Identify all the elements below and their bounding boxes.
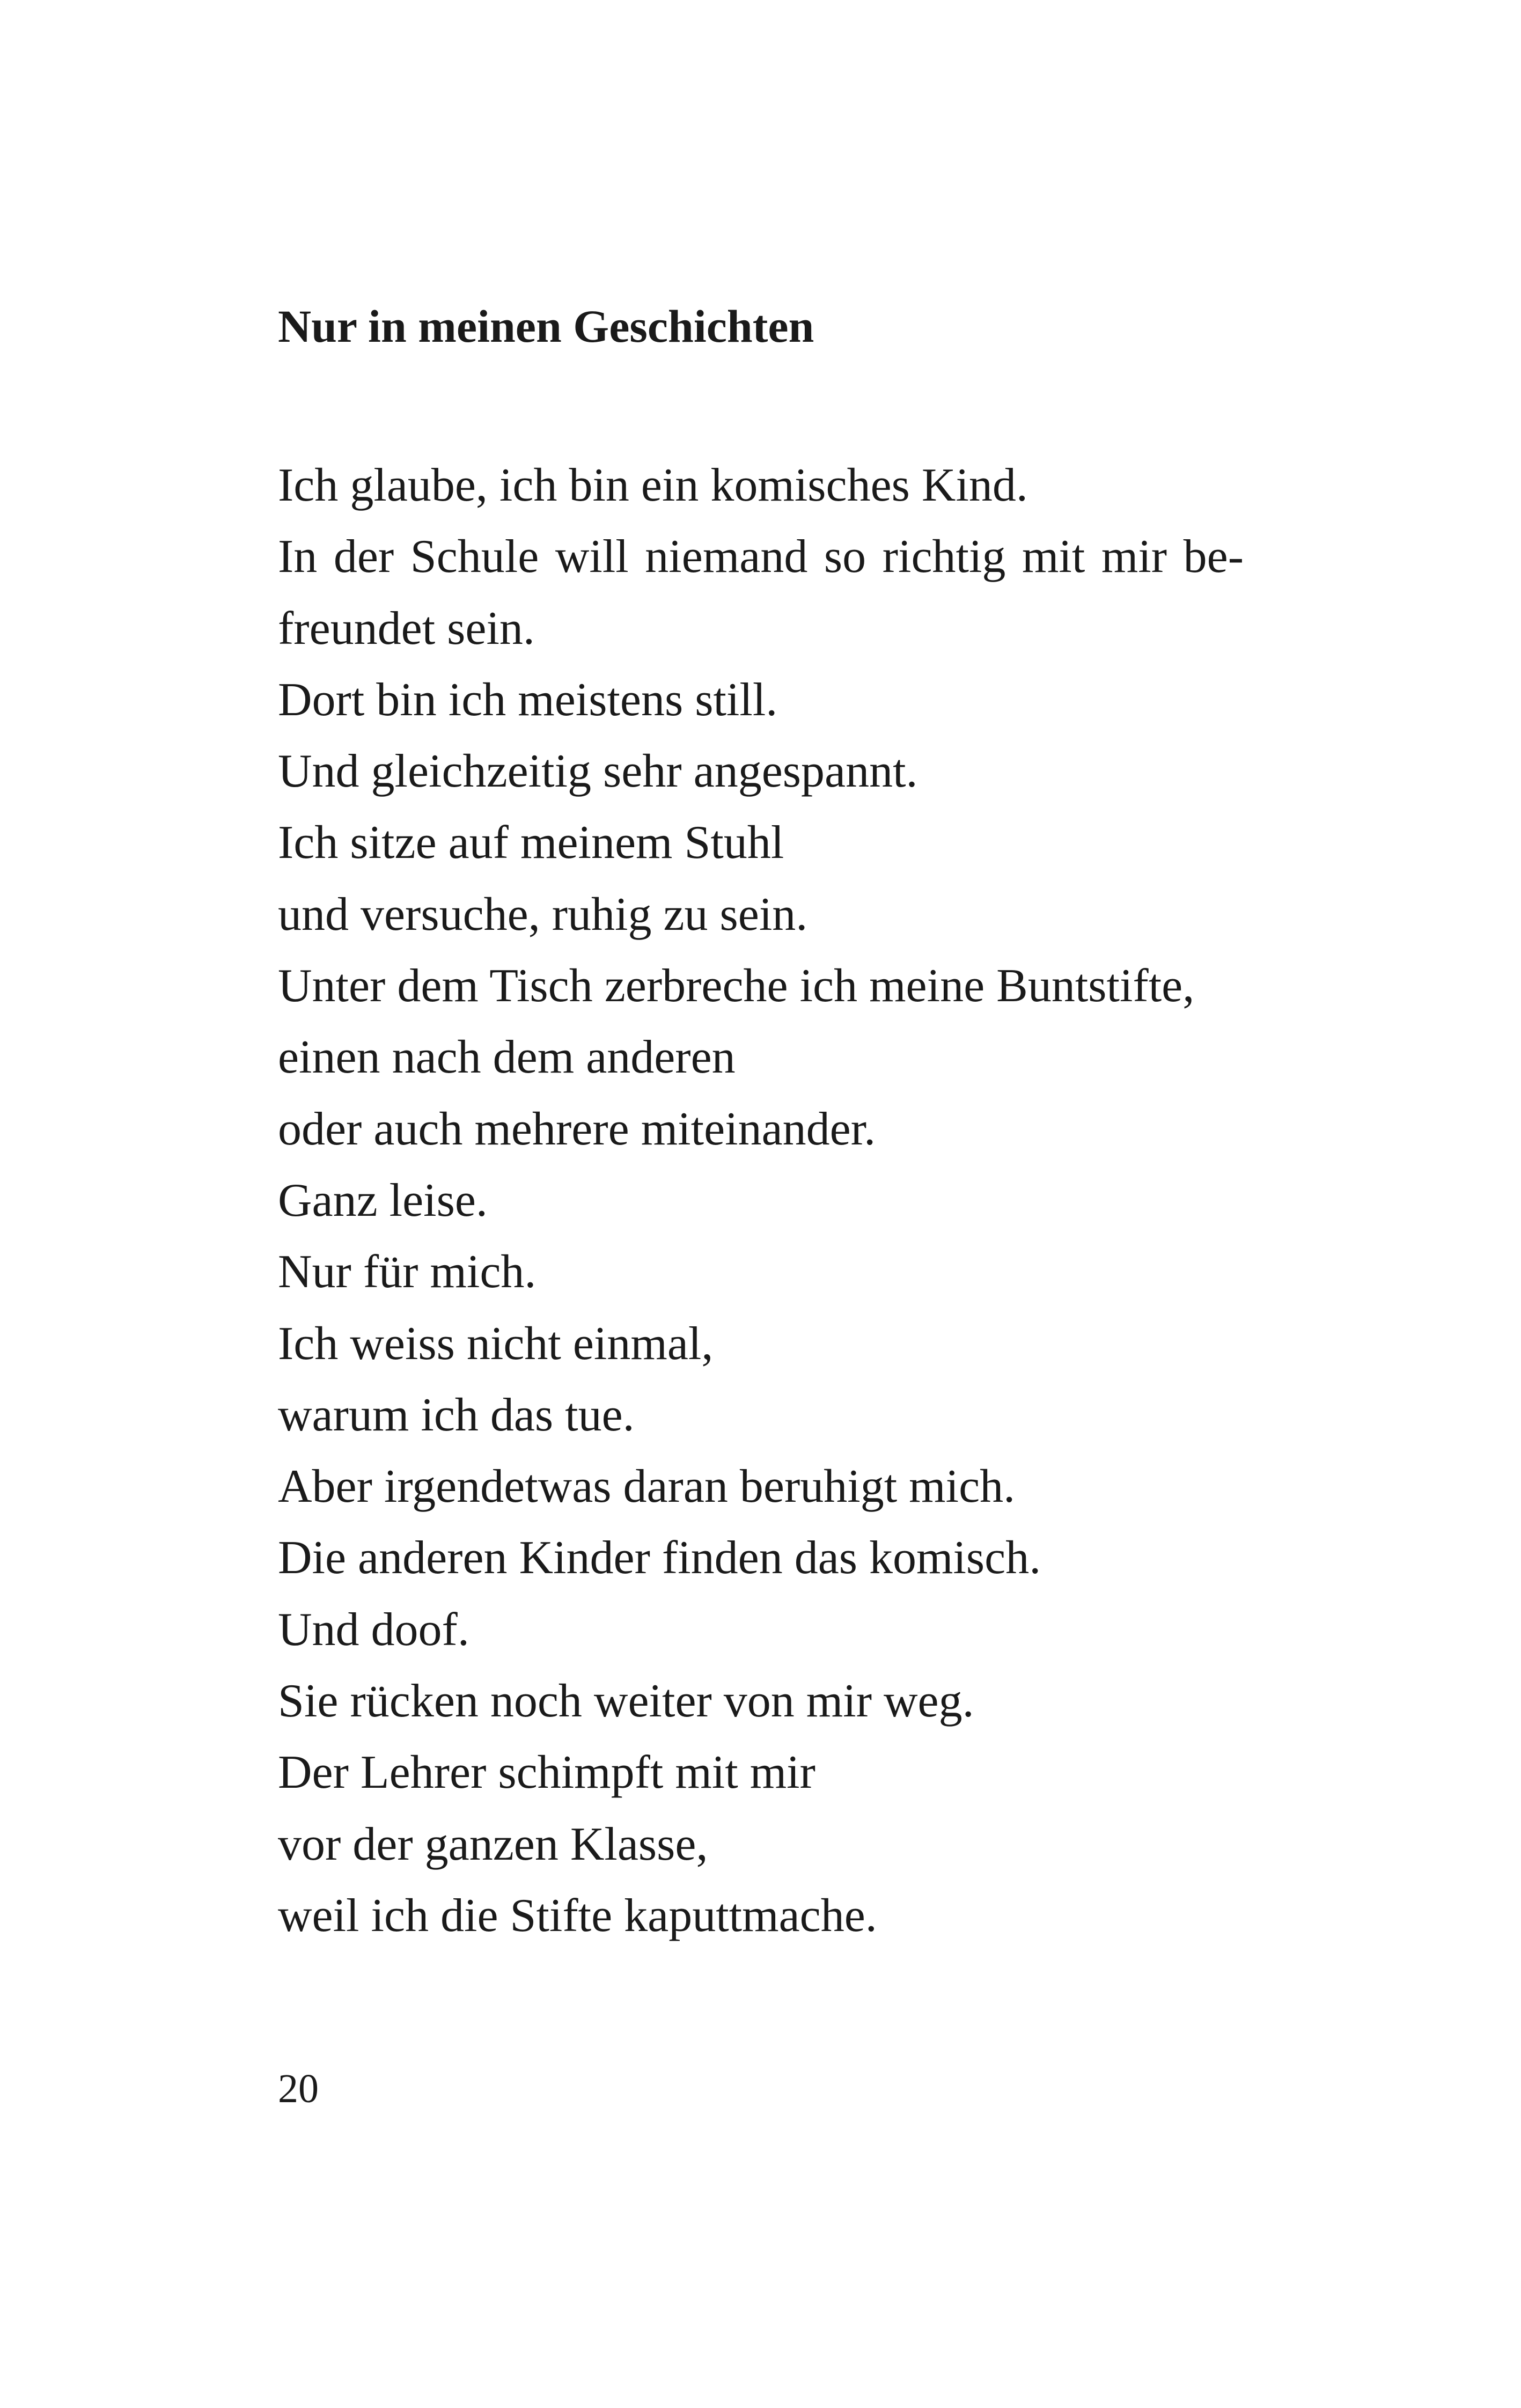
- poem-line: oder auch mehrere miteinander.: [278, 1103, 876, 1155]
- poem-line: und versuche, ruhig zu sein.: [278, 888, 808, 941]
- page-number: 20: [278, 2066, 319, 2111]
- poem-line: warum ich das tue.: [278, 1389, 635, 1441]
- poem-line: einen nach dem anderen: [278, 1031, 736, 1084]
- poem-line: Und gleichzeitig sehr angespannt.: [278, 745, 918, 798]
- poem-line: Ganz leise.: [278, 1174, 488, 1227]
- poem-body: [278, 450, 1244, 1951]
- poem-line: vor der ganzen Klasse,: [278, 1818, 708, 1870]
- poem-line: freundet sein.: [278, 602, 535, 655]
- poem-line: Und doof.: [278, 1603, 469, 1656]
- poem-line: Der Lehrer schimpft mit mir: [278, 1746, 815, 1799]
- poem-line: weil ich die Stifte kaputtmache.: [278, 1889, 877, 1942]
- poem-line: Die anderen Kinder finden das komisch.: [278, 1532, 1041, 1584]
- poem-line: In der Schule will niemand so richtig mit mir be-: [278, 531, 1244, 583]
- poem-line: Unter dem Tisch zerbreche ich meine Buntstifte,: [278, 960, 1195, 1012]
- poem-line: Dort bin ich meistens still.: [278, 673, 778, 726]
- poem-line: Nur für mich.: [278, 1246, 537, 1298]
- poem-line: Ich glaube, ich bin ein komisches Kind.: [278, 459, 1028, 511]
- poem-line: Sie rücken noch weiter von mir weg.: [278, 1675, 974, 1728]
- chapter-title: Nur in meinen Geschichten: [278, 300, 814, 352]
- poem-line: Ich sitze auf meinem Stuhl: [278, 817, 784, 869]
- poem-line: Aber irgendetwas daran beruhigt mich.: [278, 1460, 1016, 1513]
- poem-line: Ich weiss nicht einmal,: [278, 1317, 714, 1370]
